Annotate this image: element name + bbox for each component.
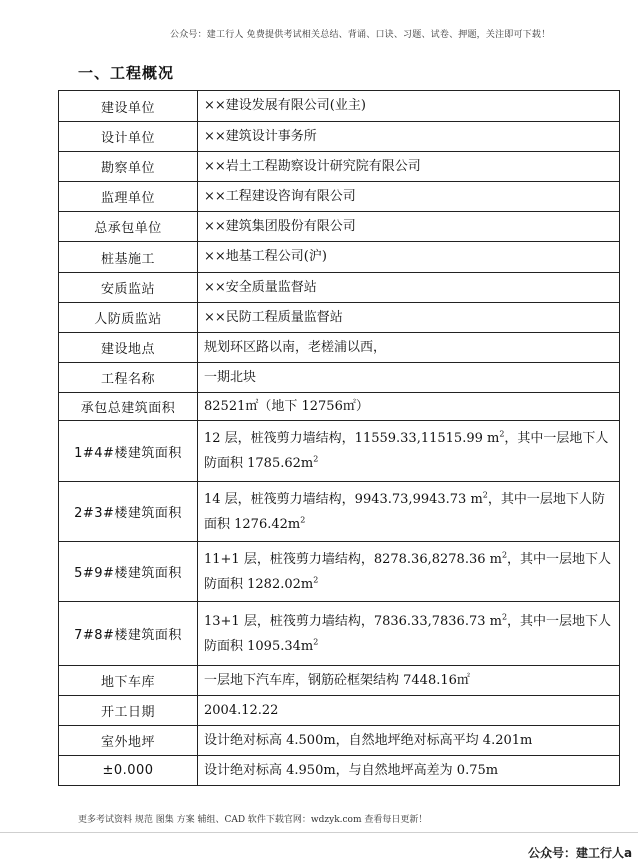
footer-note: 更多考试资料 规范 图集 方案 辅组、CAD 软件下载官网：wdzyk.com 查看每日更新！ xyxy=(78,815,428,825)
table-row xyxy=(59,421,620,482)
row-value: 设计绝对标高 4.950m，与自然地坪高差为 0.75m xyxy=(198,756,620,786)
row-label: 地下车库 xyxy=(59,666,198,696)
table-row xyxy=(59,273,620,303)
row-value: 一期北块 xyxy=(198,363,620,393)
table-row xyxy=(59,303,620,333)
row-label: 勘察单位 xyxy=(59,152,198,182)
row-value: ××建设发展有限公司(业主) xyxy=(198,91,620,122)
row-value: ××安全质量监督站 xyxy=(198,273,620,303)
table-row xyxy=(59,91,620,122)
row-value: ××民防工程质量监督站 xyxy=(198,303,620,333)
row-value-part: ，其中一层地下人防面积 1282.02m xyxy=(204,551,612,592)
table-row xyxy=(59,393,620,421)
table-row xyxy=(59,182,620,212)
table-row xyxy=(59,756,620,786)
table-row xyxy=(59,333,620,363)
row-label: 安质监站 xyxy=(59,273,198,303)
row-label: 建设地点 xyxy=(59,333,198,363)
row-label: ±0.000 xyxy=(59,756,198,786)
row-label: 室外地坪 xyxy=(59,726,198,756)
table-row xyxy=(59,152,620,182)
row-value xyxy=(198,482,620,542)
header-note: 公众号：建工行人 免费提供考试相关总结、背诵、口诀、习题、试卷、押题，关注即可下载！ xyxy=(170,30,551,40)
superscript: 2 xyxy=(313,575,319,585)
row-value: ××岩土工程勘察设计研究院有限公司 xyxy=(198,152,620,182)
section-title: 一、工程概况 xyxy=(78,64,175,82)
row-value-part: 14 层，桩筏剪力墙结构，9943.73,9943.73 m xyxy=(204,491,483,507)
table-row xyxy=(59,212,620,242)
table-row xyxy=(59,122,620,152)
row-value-part: ，其中一层地下人防面积 1276.42m xyxy=(204,491,605,532)
row-value-part: 13+1 层，桩筏剪力墙结构，7836.33,7836.73 m xyxy=(204,613,502,629)
row-value: ××工程建设咨询有限公司 xyxy=(198,182,620,212)
project-overview-table xyxy=(58,90,620,786)
row-value xyxy=(198,602,620,666)
table-row xyxy=(59,242,620,273)
superscript: 2 xyxy=(313,454,319,464)
row-label: 开工日期 xyxy=(59,696,198,726)
row-label: 人防质监站 xyxy=(59,303,198,333)
table-row xyxy=(59,363,620,393)
row-value: ××地基工程公司(沪) xyxy=(198,242,620,273)
superscript: 2 xyxy=(499,429,505,439)
row-value: 设计绝对标高 4.500m，自然地坪绝对标高平均 4.201m xyxy=(198,726,620,756)
table-row xyxy=(59,482,620,542)
row-value-part: 11+1 层，桩筏剪力墙结构，8278.36,8278.36 m xyxy=(204,551,502,567)
row-value: 2004.12.22 xyxy=(198,696,620,726)
row-label: 监理单位 xyxy=(59,182,198,212)
row-value-part: 12 层，桩筏剪力墙结构，11559.33,11515.99 m xyxy=(204,431,500,446)
superscript: 2 xyxy=(300,515,306,525)
table-row xyxy=(59,542,620,602)
superscript: 2 xyxy=(501,550,508,560)
row-label: 工程名称 xyxy=(59,363,198,393)
superscript: 2 xyxy=(501,612,508,622)
row-value xyxy=(198,542,620,602)
watermark-text: 公众号：建工行人a xyxy=(528,846,633,860)
table-row xyxy=(59,726,620,756)
row-value-part: ，其中一层地下人防面积 1095.34m xyxy=(204,613,612,654)
row-label: 承包总建筑面积 xyxy=(59,393,198,421)
superscript: 2 xyxy=(313,637,319,647)
row-value: 一层地下汽车库，钢筋砼框架结构 7448.16㎡ xyxy=(198,666,620,696)
row-label: 7#8#楼建筑面积 xyxy=(59,602,198,666)
row-value: 规划环区路以南，老槎浦以西， xyxy=(198,333,620,363)
row-value: ××建筑集团股份有限公司 xyxy=(198,212,620,242)
row-value: 82521㎡（地下 12756㎡） xyxy=(198,393,620,421)
row-label: 设计单位 xyxy=(59,122,198,152)
row-label: 桩基施工 xyxy=(59,242,198,273)
row-label: 1#4#楼建筑面积 xyxy=(59,421,198,482)
divider xyxy=(0,832,638,833)
row-label: 总承包单位 xyxy=(59,212,198,242)
superscript: 2 xyxy=(482,490,488,500)
table-row xyxy=(59,666,620,696)
table-row xyxy=(59,602,620,666)
table-row xyxy=(59,696,620,726)
row-label: 2#3#楼建筑面积 xyxy=(59,482,198,542)
row-value: ××建筑设计事务所 xyxy=(198,122,620,152)
row-value xyxy=(198,421,620,482)
row-label: 5#9#楼建筑面积 xyxy=(59,542,198,602)
row-label: 建设单位 xyxy=(59,91,198,122)
row-value-part: ，其中一层地下人防面积 1785.62m xyxy=(204,431,609,471)
